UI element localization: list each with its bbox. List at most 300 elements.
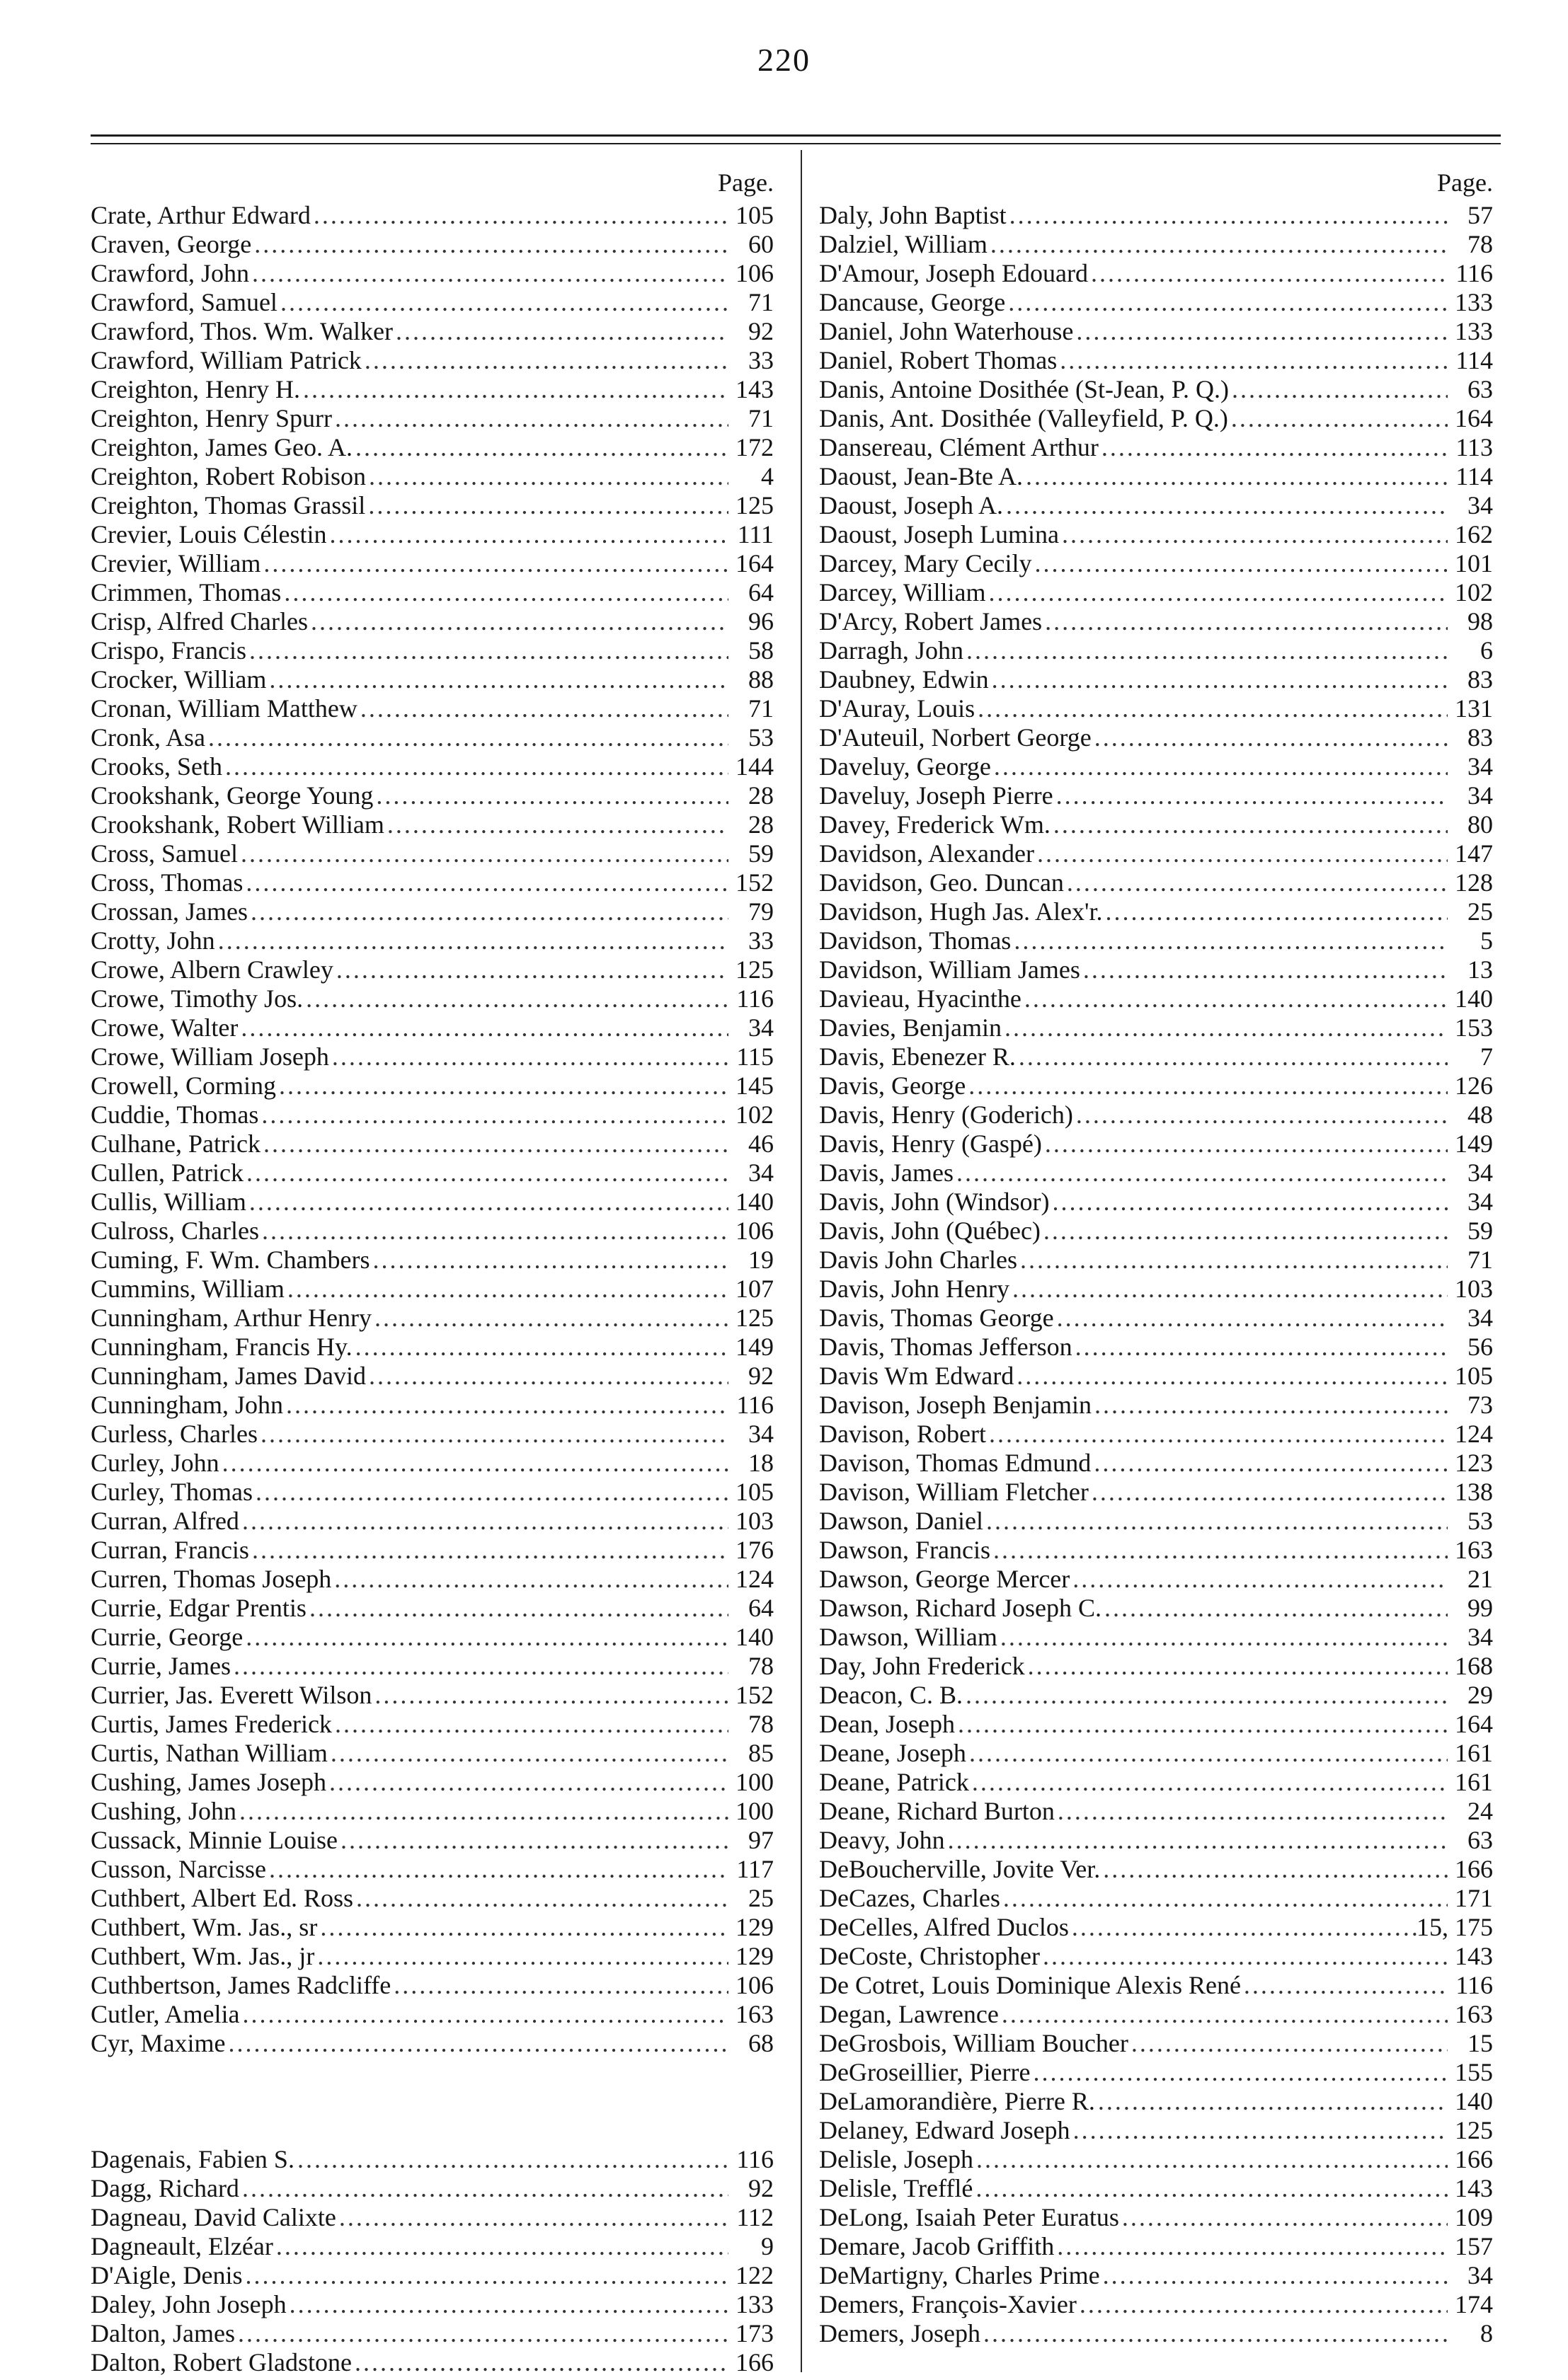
index-entry [91, 1710, 774, 1739]
dot-leader [249, 1536, 728, 1565]
index-entry [91, 665, 774, 694]
index-spacer [91, 2087, 774, 2116]
entry-page: 57 [1467, 201, 1493, 229]
dot-leader [357, 694, 728, 723]
dot-leader [277, 288, 728, 317]
entry-name: Crate, Arthur Edward [91, 201, 311, 229]
index-entry [91, 2203, 774, 2232]
dot-leader [370, 1246, 728, 1275]
dot-leader [384, 810, 728, 839]
index-entry [91, 1275, 774, 1304]
entry-page: 147 [1455, 839, 1493, 868]
entry-name: Culhane, Patrick [91, 1129, 261, 1158]
entry-page: 173 [736, 2319, 774, 2347]
entry-page: 4 [761, 462, 774, 490]
entry-name: Dalton, James [91, 2319, 235, 2347]
entry-name: Day, John Frederick [819, 1652, 1025, 1680]
entry-page: 125 [736, 955, 774, 984]
dot-leader [1064, 868, 1448, 897]
entry-page: 144 [736, 752, 774, 781]
index-entry [819, 549, 1493, 578]
entry-page: 103 [1455, 1275, 1493, 1303]
entry-name: Cushing, John [91, 1797, 237, 1825]
index-entry [819, 1071, 1493, 1100]
entry-page: 46 [748, 1129, 774, 1158]
entry-name: Currie, George [91, 1623, 244, 1651]
entry-page: 98 [1467, 607, 1493, 636]
entry-name: Curley, Thomas [91, 1478, 253, 1506]
entry-name: Davison, William Fletcher [819, 1478, 1089, 1506]
entry-page: 103 [736, 1507, 774, 1535]
index-entry [91, 2174, 774, 2203]
index-entry [819, 2029, 1493, 2058]
entry-page: 157 [1455, 2232, 1493, 2260]
index-entry [819, 897, 1493, 926]
dot-leader [251, 230, 728, 259]
dot-leader [231, 1652, 728, 1681]
left-index-list [91, 201, 774, 2377]
entry-page: 8 [1480, 2319, 1493, 2347]
entry-name: Delaney, Edward Joseph [819, 2116, 1070, 2144]
entry-name: Darcey, Mary Cecily [819, 549, 1032, 577]
entry-name: Crotty, John [91, 926, 215, 955]
dot-leader [238, 1013, 728, 1042]
dot-leader [1077, 2290, 1448, 2319]
entry-name: Crawford, William Patrick [91, 346, 362, 374]
entry-page: 85 [748, 1739, 774, 1767]
dot-leader [328, 1739, 728, 1768]
index-entry [819, 1478, 1493, 1507]
entry-page: 113 [1455, 433, 1493, 461]
entry-name: Cuthbert, Wm. Jas., jr [91, 1942, 315, 1970]
dot-leader [246, 1188, 728, 1217]
entry-page: 114 [1455, 462, 1493, 490]
entry-page: 71 [1467, 1246, 1493, 1274]
entry-page: 166 [1455, 2145, 1493, 2173]
entry-page: 125 [736, 491, 774, 519]
dot-leader [276, 1071, 728, 1100]
dot-leader [1073, 317, 1448, 346]
entry-name: Cushing, James Joseph [91, 1768, 326, 1796]
entry-page: 129 [736, 1913, 774, 1941]
dot-leader [1092, 723, 1448, 752]
dot-leader [285, 1275, 728, 1304]
entry-name: Davis, Henry (Goderich) [819, 1100, 1073, 1129]
dot-leader [311, 201, 728, 230]
index-entry [819, 433, 1493, 462]
index-entry [819, 1362, 1493, 1391]
entry-name: Davison, Robert [819, 1420, 986, 1448]
index-entry [819, 955, 1493, 984]
dot-leader [954, 1159, 1448, 1188]
index-entry [91, 1594, 774, 1623]
entry-page: 166 [736, 2348, 774, 2376]
entry-page: 88 [748, 665, 774, 694]
entry-name: Currie, James [91, 1652, 231, 1680]
index-entry [91, 2261, 774, 2290]
index-entry [91, 1942, 774, 1971]
dot-leader [372, 1304, 728, 1333]
index-entry [91, 1797, 774, 1826]
entry-page: 117 [736, 1855, 774, 1883]
index-entry [91, 2319, 774, 2348]
dot-leader [352, 2348, 728, 2377]
index-entry [819, 1565, 1493, 1594]
entry-name: DeMartigny, Charles Prime [819, 2261, 1100, 2289]
entry-name: Curless, Charles [91, 1420, 258, 1448]
entry-page: 174 [1455, 2290, 1493, 2318]
entry-name: Crowe, Timothy Jos. [91, 984, 304, 1013]
index-entry [91, 433, 774, 462]
entry-name: Crooks, Seth [91, 752, 223, 781]
index-entry [819, 2261, 1493, 2290]
dot-leader [240, 2000, 728, 2029]
entry-name: Cyr, Maxime [91, 2029, 226, 2057]
dot-leader [353, 1884, 728, 1913]
header-rule [91, 134, 1501, 137]
entry-page: 21 [1467, 1565, 1493, 1593]
dot-leader [983, 1507, 1448, 1536]
index-entry [819, 926, 1493, 955]
dot-leader [238, 839, 728, 868]
entry-name: Delisle, Trefflé [819, 2174, 973, 2202]
entry-name: DeLamorandière, Pierre R. [819, 2087, 1095, 2115]
entry-name: Dancause, George [819, 288, 1006, 316]
index-entry [819, 607, 1493, 636]
dot-leader [1042, 1129, 1448, 1159]
entry-page: 71 [748, 288, 774, 316]
dot-leader [1241, 1971, 1448, 2000]
dot-leader [326, 1768, 728, 1797]
entry-page: 125 [1455, 2116, 1493, 2144]
entry-name: Danis, Antoine Dosithée (St-Jean, P. Q.) [819, 375, 1229, 403]
dot-leader [244, 1159, 728, 1188]
dot-leader [336, 2203, 728, 2232]
dot-leader [327, 520, 729, 549]
index-entry [819, 578, 1493, 607]
entry-page: 34 [1467, 1304, 1493, 1332]
index-entry [91, 288, 774, 317]
entry-name: Davidson, Thomas [819, 926, 1012, 955]
entry-name: Davey, Frederick Wm. [819, 810, 1051, 839]
dot-leader [1128, 2029, 1448, 2058]
dot-leader [1051, 810, 1448, 839]
entry-page: 97 [748, 1826, 774, 1854]
index-entry [819, 201, 1493, 230]
index-entry [91, 636, 774, 665]
dot-leader [1041, 1217, 1448, 1246]
entry-name: Davis, George [819, 1071, 966, 1100]
index-entry [819, 1594, 1493, 1623]
entry-name: Crevier, William [91, 549, 261, 577]
entry-name: Deane, Richard Burton [819, 1797, 1055, 1825]
entry-page: 99 [1467, 1594, 1493, 1622]
dot-leader [353, 433, 728, 462]
entry-name: Curran, Francis [91, 1536, 249, 1564]
index-entry [91, 868, 774, 897]
entry-page: 133 [1455, 317, 1493, 345]
index-entry [91, 1884, 774, 1913]
index-entry [91, 752, 774, 781]
entry-name: Darcey, William [819, 578, 986, 607]
dot-leader [1095, 2087, 1448, 2116]
dot-leader [314, 1942, 728, 1971]
entry-name: Daveluy, Joseph Pierre [819, 781, 1053, 810]
entry-page: 92 [748, 317, 774, 345]
dot-leader [248, 897, 728, 926]
index-entry [819, 1739, 1493, 1768]
index-entry [819, 1188, 1493, 1217]
entry-page: 140 [1455, 984, 1493, 1013]
entry-page: 164 [1455, 1710, 1493, 1738]
entry-name: Cuthbert, Albert Ed. Ross [91, 1884, 353, 1912]
entry-name: Curtis, Nathan William [91, 1739, 328, 1767]
entry-name: Dawson, George Mercer [819, 1565, 1070, 1593]
entry-page: 145 [736, 1071, 774, 1100]
entry-name: Davis, John Henry [819, 1275, 1009, 1303]
dot-leader [366, 462, 728, 491]
dot-leader [963, 1681, 1448, 1710]
dot-leader [261, 549, 728, 578]
index-entry [91, 1768, 774, 1797]
dot-leader [973, 2174, 1448, 2203]
entry-page: 172 [736, 433, 774, 461]
index-entry [91, 1362, 774, 1391]
entry-page: 33 [748, 346, 774, 374]
entry-page: 166 [1455, 1855, 1493, 1883]
dot-leader [226, 2029, 728, 2058]
dot-leader [331, 1565, 728, 1594]
entry-name: DeCazes, Charles [819, 1884, 1000, 1912]
index-entry [819, 1246, 1493, 1275]
entry-page: 128 [1455, 868, 1493, 897]
entry-name: Curran, Alfred [91, 1507, 239, 1535]
index-entry [91, 984, 774, 1013]
entry-page: 78 [748, 1710, 774, 1738]
dot-leader [239, 2174, 728, 2203]
dot-leader [1089, 1478, 1448, 1507]
dot-leader [1054, 2232, 1448, 2261]
entry-page: 131 [1455, 694, 1493, 723]
index-entry [819, 665, 1493, 694]
entry-name: DeCelles, Alfred Duclos [819, 1913, 1069, 1941]
entry-name: Davison, Thomas Edmund [819, 1449, 1092, 1477]
entry-page: 149 [1455, 1129, 1493, 1158]
dot-leader [1057, 346, 1448, 375]
index-entry [819, 1449, 1493, 1478]
entry-name: Dalton, Robert Gladstone [91, 2348, 352, 2376]
entry-name: Crisp, Alfred Charles [91, 607, 308, 636]
index-entry [819, 694, 1493, 723]
entry-name: D'Auray, Louis [819, 694, 975, 723]
dot-leader [300, 375, 728, 404]
dot-leader [266, 665, 728, 694]
entry-name: DeBoucherville, Jovite Ver. [819, 1855, 1101, 1883]
entry-page: 64 [748, 578, 774, 607]
entry-name: Daveluy, George [819, 752, 991, 781]
index-entry [91, 2145, 774, 2174]
entry-name: Crawford, John [91, 259, 249, 287]
entry-name: Cronk, Asa [91, 723, 205, 752]
entry-name: Demers, Joseph [819, 2319, 980, 2347]
entry-name: Demare, Jacob Griffith [819, 2232, 1055, 2260]
dot-leader [1011, 926, 1448, 955]
index-entry [819, 1420, 1493, 1449]
index-entry [819, 288, 1493, 317]
entry-page: 107 [736, 1275, 774, 1303]
entry-page: 92 [748, 1362, 774, 1390]
entry-page: 163 [1455, 1536, 1493, 1564]
entry-name: Dawson, William [819, 1623, 997, 1651]
index-entry [819, 375, 1493, 404]
entry-name: Cusson, Narcisse [91, 1855, 266, 1883]
entry-name: Crossan, James [91, 897, 248, 926]
dot-leader [329, 1042, 728, 1071]
dot-leader [338, 1826, 728, 1855]
entry-name: Cunningham, Arthur Henry [91, 1304, 372, 1332]
dot-leader [1099, 433, 1448, 462]
entry-name: Davis Wm Edward [819, 1362, 1014, 1390]
entry-name: Crookshank, Robert William [91, 810, 384, 839]
entry-name: Cross, Samuel [91, 839, 239, 868]
index-entry [91, 1449, 774, 1478]
right-index-list [819, 201, 1493, 2348]
entry-page: 58 [748, 636, 774, 665]
index-entry [91, 1071, 774, 1100]
entry-name: DeGrosbois, William Boucher [819, 2029, 1128, 2057]
entry-page: 63 [1467, 375, 1493, 403]
entry-page: 63 [1467, 1826, 1493, 1854]
dot-leader [307, 1594, 728, 1623]
entry-name: Davis, James [819, 1159, 954, 1187]
entry-name: Crawford, Thos. Wm. Walker [91, 317, 394, 345]
dot-leader [1069, 1913, 1417, 1942]
entry-page: 149 [736, 1333, 774, 1361]
index-entry [819, 1855, 1493, 1884]
index-entry [91, 462, 774, 491]
dot-leader [294, 2145, 728, 2174]
index-entry [819, 259, 1493, 288]
dot-leader [1229, 375, 1448, 404]
entry-name: Crispo, Francis [91, 636, 246, 665]
entry-page: 140 [1455, 2087, 1493, 2115]
index-entry [819, 2203, 1493, 2232]
entry-page: 116 [1455, 259, 1493, 287]
dot-leader [1073, 1100, 1448, 1129]
entry-name: Degan, Lawrence [819, 2000, 999, 2028]
dot-leader [1080, 955, 1448, 984]
entry-name: Dagenais, Fabien S. [91, 2145, 294, 2173]
right-column-page-header: Page. [1437, 168, 1493, 197]
entry-name: Crowe, William Joseph [91, 1042, 329, 1071]
dot-leader [966, 1071, 1448, 1100]
index-entry [819, 2174, 1493, 2203]
dot-leader [1007, 201, 1448, 230]
dot-leader [975, 694, 1448, 723]
index-entry [819, 1884, 1493, 1913]
index-entry [91, 781, 774, 810]
entry-name: Currier, Jas. Everett Wilson [91, 1681, 372, 1709]
index-entry [91, 1652, 774, 1681]
dot-leader [1059, 520, 1448, 549]
entry-page: 56 [1467, 1333, 1493, 1361]
index-entry [819, 1710, 1493, 1739]
index-entry [819, 1333, 1493, 1362]
index-entry [819, 2000, 1493, 2029]
entry-name: Craven, George [91, 230, 252, 258]
dot-leader [242, 2261, 728, 2290]
index-entry [91, 607, 774, 636]
column-divider [801, 150, 802, 2372]
entry-page: 116 [736, 984, 774, 1013]
index-entry [91, 2232, 774, 2261]
page-number: 220 [757, 42, 811, 78]
dot-leader [997, 1623, 1448, 1652]
index-entry [819, 1217, 1493, 1246]
dot-leader [393, 317, 728, 346]
entry-name: Crowell, Corming [91, 1071, 276, 1100]
entry-name: Davis, Thomas Jefferson [819, 1333, 1072, 1361]
dot-leader [1100, 2261, 1448, 2290]
entry-page: 116 [736, 2145, 774, 2173]
dot-leader [966, 1739, 1448, 1768]
dot-leader [281, 578, 728, 607]
index-entry [819, 2087, 1493, 2116]
index-entry [819, 491, 1493, 520]
index-entry [91, 1826, 774, 1855]
entry-page: 25 [1467, 897, 1493, 926]
entry-name: Dagneault, Elzéar [91, 2232, 273, 2260]
dot-leader [989, 665, 1448, 694]
entry-page: 34 [748, 1420, 774, 1448]
dot-leader [1055, 1797, 1448, 1826]
dot-leader [1040, 1942, 1448, 1971]
index-entry [91, 926, 774, 955]
dot-leader [1022, 984, 1448, 1013]
dot-leader [287, 2290, 728, 2319]
entry-name: Davis, Ebenezer R. [819, 1042, 1016, 1071]
entry-name: Culross, Charles [91, 1217, 259, 1245]
entry-name: Deavy, John [819, 1826, 945, 1854]
entry-page: 122 [736, 2261, 774, 2289]
entry-page: 105 [1455, 1362, 1493, 1390]
entry-name: Curley, John [91, 1449, 219, 1477]
entry-name: Curren, Thomas Joseph [91, 1565, 332, 1593]
entry-page: 163 [1455, 2000, 1493, 2028]
entry-name: Dean, Joseph [819, 1710, 955, 1738]
dot-leader [266, 1855, 728, 1884]
index-entry [91, 1739, 774, 1768]
dot-leader [273, 2232, 728, 2261]
entry-page: 153 [1455, 1013, 1493, 1042]
entry-page: 5 [1480, 926, 1493, 955]
dot-leader [219, 1449, 728, 1478]
dot-leader [1003, 491, 1448, 520]
index-entry [819, 1507, 1493, 1536]
index-entry [91, 259, 774, 288]
dot-leader [945, 1826, 1448, 1855]
entry-page: 34 [748, 1013, 774, 1042]
entry-name: Daley, John Joseph [91, 2290, 287, 2318]
index-entry [91, 1217, 774, 1246]
entry-page: 28 [748, 781, 774, 810]
entry-name: D'Amour, Joseph Edouard [819, 259, 1088, 287]
entry-page: 68 [748, 2029, 774, 2057]
entry-page: 164 [736, 549, 774, 577]
entry-name: Davis, Henry (Gaspé) [819, 1129, 1042, 1158]
entry-name: Daly, John Baptist [819, 201, 1007, 229]
index-entry [91, 346, 774, 375]
